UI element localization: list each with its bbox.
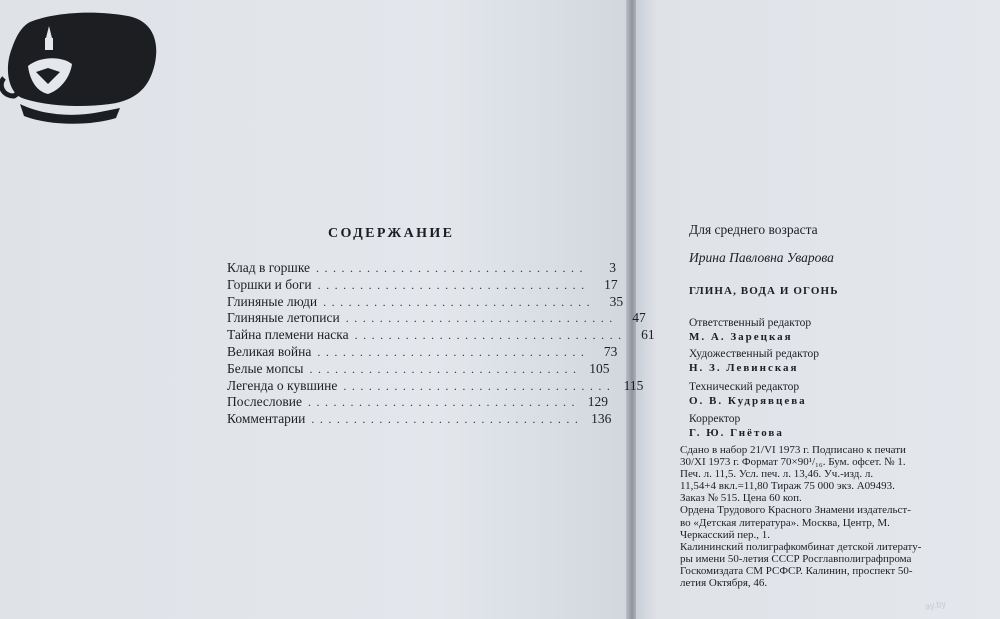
imprint-line: Печ. л. 11,5. Усл. печ. л. 13,46. Уч.-изд. л. (680, 468, 874, 481)
credit-name: О. В. Кудрявцева (689, 395, 807, 407)
toc-entry-page: 115 (623, 377, 644, 393)
toc-leader: ................................ (307, 395, 580, 410)
credit-name: Г. Ю. Гнётова (689, 427, 784, 439)
imprint-line: Заказ № 515. Цена 60 коп. (680, 492, 802, 505)
toc-entry-label: Великая война (227, 343, 312, 359)
imprint-line: летия Октября, 46. (680, 577, 768, 590)
imprint-line: Ордена Трудового Красного Знамени издательст- (680, 504, 911, 517)
toc-entry-label: Послесловие (227, 394, 302, 410)
toc-leader: ................................ (316, 261, 589, 275)
toc-entry-page: 129 (587, 394, 608, 410)
toc-entry-page: 35 (609, 293, 624, 309)
toc-entry-label: Клад в горшке (227, 260, 311, 275)
toc-entry-label: Легенда о кувшине (227, 377, 338, 393)
toc-entry-label: Тайна племени наска (227, 327, 349, 343)
toc-leader: ................................ (323, 294, 596, 309)
toc-entry-label: Горшки и боги (227, 276, 312, 292)
credit-name: Н. З. Левинская (689, 362, 799, 374)
credit-role: Художественный редактор (689, 348, 819, 360)
toc-leader: ................................ (343, 378, 616, 393)
imprint-line: Черкасский пер., 1. (680, 528, 770, 541)
toc-leader: ................................ (309, 361, 582, 376)
author-name: Ирина Павловна Уварова (689, 250, 834, 265)
toc-entry (227, 360, 610, 378)
lamp-emblem-icon (0, 8, 160, 126)
imprint-line: Калининский полиграфкомбинат детской литерату- (680, 540, 922, 553)
toc-entry-page: 61 (641, 327, 655, 343)
toc-entry (227, 327, 655, 344)
toc-leader: ................................ (317, 277, 590, 292)
toc-leader: ................................ (317, 344, 590, 359)
imprint-line: во «Детская литература». Москва, Центр, М. (680, 516, 890, 529)
book-title: ГЛИНА, ВОДА И ОГОНЬ (689, 285, 839, 297)
toc-entry-label: Комментарии (227, 411, 306, 427)
toc-entry (227, 377, 644, 395)
imprint-line: 11,54+4 вкл.=11,80 Тираж 75 000 экз. А09493. (680, 480, 895, 493)
imprint-line: ры имени 50-летия СССР Росглавполиграфпрома (680, 552, 912, 565)
toc-entry-page: 105 (589, 360, 610, 376)
imprint-line: Сдано в набор 21/VI 1973 г. Подписано к печати (680, 444, 906, 456)
toc-entry-page: 17 (604, 276, 618, 292)
toc-entry (227, 343, 618, 361)
imprint-line: 30/XI 1973 г. Формат 70×90¹/₁₆. Бум. офсет. № 1. (680, 456, 906, 469)
toc-entry-page: 73 (603, 343, 618, 359)
toc-entry (227, 310, 646, 327)
credit-role: Технический редактор (689, 381, 800, 393)
toc-entry-page: 47 (632, 310, 646, 326)
imprint-block (680, 444, 990, 589)
toc-entry-label: Белые мопсы (227, 360, 304, 376)
watermark: ay.by (924, 598, 947, 612)
credit-name: М. А. Зарецкая (689, 331, 793, 343)
toc-entry (227, 411, 612, 428)
toc-entry-page: 136 (591, 411, 612, 427)
toc-leader: ................................ (345, 311, 618, 326)
toc-title: СОДЕРЖАНИЕ (328, 226, 455, 241)
credit-role: Корректор (689, 413, 741, 425)
toc-leader: ................................ (311, 412, 584, 427)
toc-leader: ................................ (354, 328, 627, 343)
toc-entry (227, 276, 618, 294)
toc-entry-label: Глиняные люди (227, 293, 318, 309)
imprint-line: Госкомиздата СМ РСФСР. Калинин, проспект 50- (680, 564, 913, 577)
age-group: Для среднего возраста (689, 222, 818, 237)
toc-entry-page: 3 (609, 260, 617, 275)
toc-entry (227, 293, 624, 311)
credit-role: Ответственный редактор (689, 317, 812, 329)
toc-entry-label: Глиняные летописи (227, 310, 340, 326)
toc-entry (227, 394, 608, 411)
table-of-contents (227, 260, 655, 428)
toc-entry (227, 260, 617, 277)
